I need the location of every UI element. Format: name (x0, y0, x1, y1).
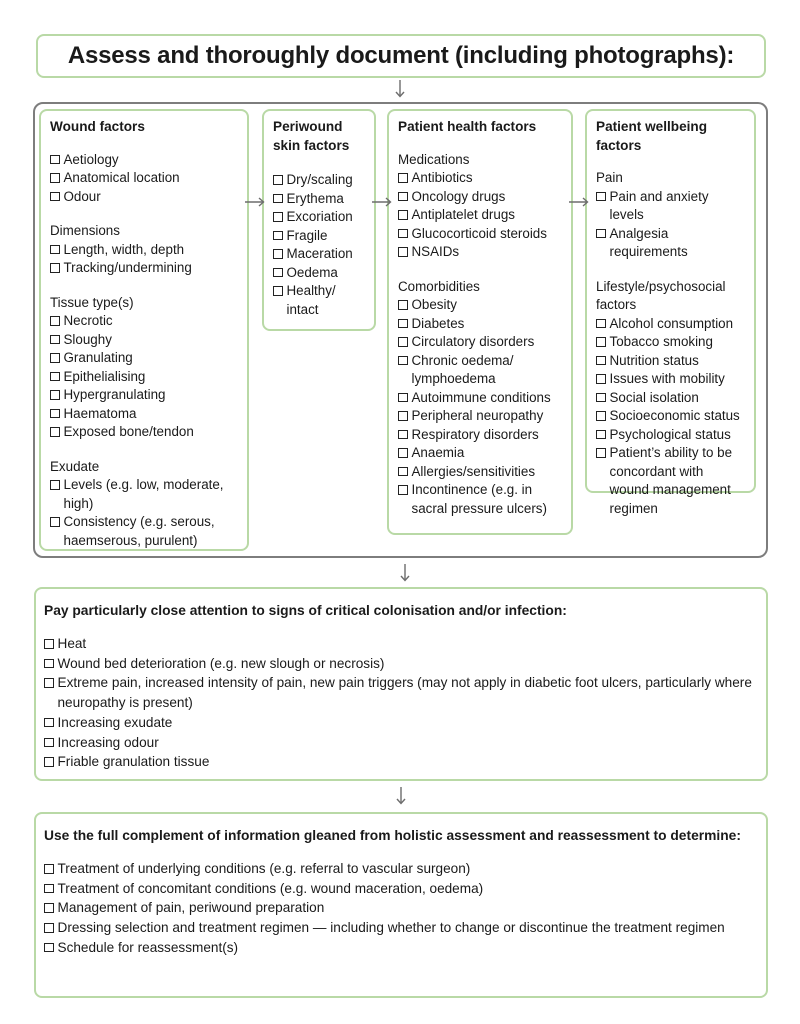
checklist-item-label: Extreme pain, increased intensity of pain, new pain triggers (may not apply in diabetic foot ulcers, particularly where neuropathy is present) (57, 675, 752, 711)
checklist-item (44, 713, 756, 733)
checklist-item-label: Aetiology (63, 151, 119, 167)
checklist-item (596, 444, 746, 518)
checklist-item (44, 673, 756, 712)
checkbox-icon[interactable] (50, 517, 60, 527)
arrow-right-1 (244, 196, 266, 208)
section-heading: Dimensions (50, 223, 120, 238)
checkbox-icon[interactable] (273, 268, 283, 278)
checklist-item (596, 352, 746, 371)
section (596, 169, 746, 262)
checklist-item (398, 463, 563, 482)
checklist-item-label: Oedema (286, 264, 338, 280)
checklist-item (50, 188, 239, 207)
checklist-item (50, 386, 239, 405)
checklist-item-label: Allergies/sensitivities (411, 463, 536, 479)
checklist-item-label: Respiratory disorders (411, 426, 539, 442)
checklist-item-label: Circulatory disorders (411, 334, 535, 349)
checkbox-icon[interactable] (44, 639, 54, 649)
checklist-item (273, 282, 366, 319)
infection-heading: Pay particularly close attention to signs of critical colonisation and/or infection: (44, 603, 567, 618)
checklist-item (44, 654, 756, 674)
checklist-item-label: Increasing odour (57, 734, 159, 750)
checkbox-icon[interactable] (44, 659, 54, 669)
checklist-item (398, 243, 563, 262)
checkbox-icon[interactable] (50, 353, 60, 363)
checkbox-icon[interactable] (596, 448, 606, 458)
checklist-item-label: Dressing selection and treatment regimen — including whether to change or discontinue the treatment regimen (57, 920, 725, 936)
patient-health-factors-box (387, 109, 573, 535)
checkbox-icon[interactable] (596, 192, 606, 202)
column-sections (596, 169, 746, 518)
checklist-item (44, 879, 756, 899)
checkbox-icon[interactable] (398, 173, 408, 183)
checklist-item (398, 169, 563, 188)
checkbox-icon[interactable] (596, 319, 606, 329)
checkbox-icon[interactable] (50, 316, 60, 326)
checkbox-icon[interactable] (273, 212, 283, 222)
checklist-item-label: Issues with mobility (609, 371, 725, 386)
checkbox-icon[interactable] (398, 393, 408, 403)
column-heading: Patient health factors (398, 119, 537, 134)
checkbox-icon[interactable] (44, 718, 54, 728)
checklist-item (273, 190, 366, 209)
checkbox-icon[interactable] (50, 335, 60, 345)
checklist-item (44, 859, 756, 879)
checkbox-icon[interactable] (44, 923, 54, 933)
checklist-item-label: Tracking/undermining (63, 260, 192, 275)
checkbox-icon[interactable] (398, 229, 408, 239)
checkbox-icon[interactable] (273, 194, 283, 204)
infection-items (44, 634, 756, 772)
section (273, 171, 366, 319)
checklist-item (50, 368, 239, 387)
checklist-item (398, 188, 563, 207)
column-heading: Wound factors (50, 119, 145, 134)
checkbox-icon[interactable] (398, 247, 408, 257)
checklist-item-label: Peripheral neuropathy (411, 408, 544, 423)
checklist-item (44, 733, 756, 753)
checkbox-icon[interactable] (398, 337, 408, 347)
checklist-item (50, 513, 239, 550)
checklist-item (596, 389, 746, 408)
checklist-item-label: Healthy/ intact (286, 283, 336, 317)
checklist-item (273, 171, 366, 190)
checklist-item-label: Haematoma (63, 405, 137, 421)
checkbox-icon[interactable] (44, 757, 54, 767)
checklist-item-label: Odour (63, 188, 101, 204)
checklist-item-label: Patient’s ability to be concordant with wound management regimen (609, 445, 733, 516)
checklist-item (50, 259, 239, 278)
section (50, 222, 239, 278)
section (50, 458, 239, 551)
determine-box (34, 812, 768, 998)
checklist-item-label: Schedule for reassessment(s) (57, 939, 239, 955)
checkbox-icon[interactable] (50, 372, 60, 382)
checkbox-icon[interactable] (50, 409, 60, 419)
checkbox-icon[interactable] (398, 210, 408, 220)
checklist-item-label: Autoimmune conditions (411, 389, 551, 405)
checklist-item (398, 225, 563, 244)
checkbox-icon[interactable] (398, 411, 408, 421)
checkbox-icon[interactable] (50, 390, 60, 400)
checklist-item-label: Length, width, depth (63, 241, 185, 257)
arrow-down-1 (393, 79, 407, 99)
checklist-item-label: NSAIDs (411, 244, 460, 259)
infection-signs-box (34, 587, 768, 781)
checklist-item-label: Maceration (286, 246, 353, 261)
checklist-item (398, 407, 563, 426)
checklist-item (50, 151, 239, 170)
section-heading: Exudate (50, 458, 100, 474)
arrow-right-3 (568, 196, 590, 208)
checklist-item (50, 423, 239, 442)
checkbox-icon[interactable] (44, 738, 54, 748)
checklist-item-label: Glucocorticoid steroids (411, 225, 547, 241)
checklist-item-label: Sloughy (63, 331, 112, 347)
checklist-item-label: Pain and anxiety levels (609, 188, 709, 222)
checklist-item (596, 370, 746, 389)
column-sections (50, 151, 239, 551)
determine-items (44, 859, 756, 958)
checklist-item (596, 315, 746, 334)
checkbox-icon[interactable] (44, 884, 54, 894)
checklist-item (398, 389, 563, 408)
periwound-skin-factors-box (262, 109, 376, 331)
checklist-item-label: Levels (e.g. low, moderate, high) (63, 477, 224, 511)
checkbox-icon[interactable] (50, 263, 60, 273)
checkbox-icon[interactable] (50, 173, 60, 183)
checklist-item (398, 333, 563, 352)
checklist-item-label: Heat (57, 636, 87, 651)
checklist-item (273, 264, 366, 283)
checklist-item-label: Hypergranulating (63, 387, 166, 402)
checklist-item (398, 481, 563, 518)
checklist-item-label: Incontinence (e.g. in sacral pressure ulcers) (411, 482, 547, 516)
checkbox-icon[interactable] (50, 192, 60, 202)
title-box (36, 34, 766, 78)
checkbox-icon[interactable] (273, 175, 283, 185)
checklist-item-label: Chronic oedema/ lymphoedema (411, 352, 514, 386)
checkbox-icon[interactable] (273, 286, 283, 296)
checklist-item-label: Anatomical location (63, 170, 180, 185)
checkbox-icon[interactable] (50, 245, 60, 255)
checklist-item-label: Management of pain, periwound preparation (57, 900, 325, 916)
checklist-item (50, 312, 239, 331)
checklist-item (50, 476, 239, 513)
column-sections (273, 171, 366, 319)
section (596, 278, 746, 519)
checkbox-icon[interactable] (596, 229, 606, 239)
section (50, 151, 239, 207)
checklist-item-label: Necrotic (63, 313, 113, 328)
checklist-item-label: Diabetes (411, 315, 465, 331)
checklist-item (398, 296, 563, 315)
checkbox-icon[interactable] (596, 411, 606, 421)
checklist-item (273, 245, 366, 264)
checkbox-icon[interactable] (596, 356, 606, 366)
checklist-item-label: Treatment of concomitant conditions (e.g. wound maceration, oedema) (57, 880, 484, 896)
checklist-item (398, 315, 563, 334)
checklist-item-label: Social isolation (609, 389, 699, 405)
checklist-item (44, 918, 756, 938)
checklist-item (50, 169, 239, 188)
checklist-item-label: Wound bed deterioration (e.g. new slough or necrosis) (57, 655, 385, 671)
checklist-item-label: Antiplatelet drugs (411, 207, 515, 222)
checklist-item-label: Granulating (63, 350, 133, 365)
column-heading: Periwound skin factors (273, 119, 350, 153)
checkbox-icon[interactable] (50, 155, 60, 165)
checkbox-icon[interactable] (398, 485, 408, 495)
checklist-item-label: Anaemia (411, 445, 465, 460)
checklist-item-label: Increasing exudate (57, 714, 173, 730)
arrow-right-2 (371, 196, 393, 208)
checklist-item (50, 241, 239, 260)
checklist-item-label: Psychological status (609, 426, 731, 442)
checklist-item-label: Antibiotics (411, 170, 473, 185)
checklist-item-label: Obesity (411, 297, 457, 312)
checklist-item (44, 752, 756, 772)
checklist-item-label: Dry/scaling (286, 172, 353, 187)
checklist-item (44, 898, 756, 918)
arrow-down-2 (398, 563, 412, 583)
checkbox-icon[interactable] (398, 448, 408, 458)
checklist-item-label: Analgesia requirements (609, 225, 688, 259)
checkbox-icon[interactable] (44, 903, 54, 913)
checklist-item-label: Nutrition status (609, 352, 699, 368)
checklist-item (596, 426, 746, 445)
checklist-item-label: Socioeconomic status (609, 408, 740, 423)
checkbox-icon[interactable] (50, 427, 60, 437)
checklist-item (596, 188, 746, 225)
checkbox-icon[interactable] (398, 319, 408, 329)
checkbox-icon[interactable] (596, 430, 606, 440)
section (50, 294, 239, 442)
column-sections (398, 151, 563, 519)
checkbox-icon[interactable] (398, 430, 408, 440)
section-heading: Pain (596, 170, 623, 185)
checkbox-icon[interactable] (596, 374, 606, 384)
checkbox-icon[interactable] (398, 356, 408, 366)
checkbox-icon[interactable] (44, 864, 54, 874)
patient-wellbeing-factors-box (585, 109, 756, 516)
checkbox-icon[interactable] (398, 192, 408, 202)
checklist-item-label: Alcohol consumption (609, 315, 734, 331)
checklist-item (596, 407, 746, 426)
checklist-item (50, 331, 239, 350)
wound-factors-box (39, 109, 249, 551)
section-heading: Lifestyle/psychosocial factors (596, 278, 726, 312)
checklist-item-label: Treatment of underlying conditions (e.g. referral to vascular surgeon) (57, 861, 471, 876)
checklist-item (273, 208, 366, 227)
checkbox-icon[interactable] (398, 300, 408, 310)
checklist-item (273, 227, 366, 246)
checklist-item-label: Tobacco smoking (609, 334, 713, 349)
checklist-item-label: Consistency (e.g. serous, haemserous, purulent) (63, 514, 215, 548)
checklist-item-label: Fragile (286, 227, 328, 243)
arrow-down-3 (394, 786, 408, 806)
checkbox-icon[interactable] (273, 249, 283, 259)
checklist-item-label: Erythema (286, 190, 344, 206)
section (398, 151, 563, 262)
checklist-item-label: Epithelialising (63, 368, 146, 384)
checklist-item-label: Friable granulation tissue (57, 754, 210, 770)
checklist-item (398, 352, 563, 389)
column-heading: Patient wellbeing factors (596, 119, 708, 153)
checkbox-icon[interactable] (44, 678, 54, 688)
checkbox-icon[interactable] (273, 231, 283, 241)
checklist-item-label: Exposed bone/tendon (63, 424, 194, 439)
checklist-item (44, 938, 756, 958)
page-title: Assess and thoroughly document (including photographs): (67, 42, 735, 69)
checklist-item-label: Excoriation (286, 209, 353, 224)
checklist-item (596, 333, 746, 352)
checklist-item (398, 426, 563, 445)
section-heading: Tissue type(s) (50, 294, 134, 310)
checkbox-icon[interactable] (398, 467, 408, 477)
checkbox-icon[interactable] (44, 943, 54, 953)
checklist-item (50, 405, 239, 424)
checklist-item-label: Oncology drugs (411, 188, 506, 204)
checklist-item (44, 634, 756, 654)
section-heading: Medications (398, 151, 470, 167)
checkbox-icon[interactable] (50, 480, 60, 490)
checkbox-icon[interactable] (596, 337, 606, 347)
section (398, 278, 563, 519)
determine-heading: Use the full complement of information gleaned from holistic assessment and reassessment to determine: (44, 828, 741, 843)
checklist-item (398, 206, 563, 225)
checklist-item (398, 444, 563, 463)
section-heading: Comorbidities (398, 278, 480, 294)
checkbox-icon[interactable] (596, 393, 606, 403)
checklist-item (50, 349, 239, 368)
checklist-item (596, 225, 746, 262)
